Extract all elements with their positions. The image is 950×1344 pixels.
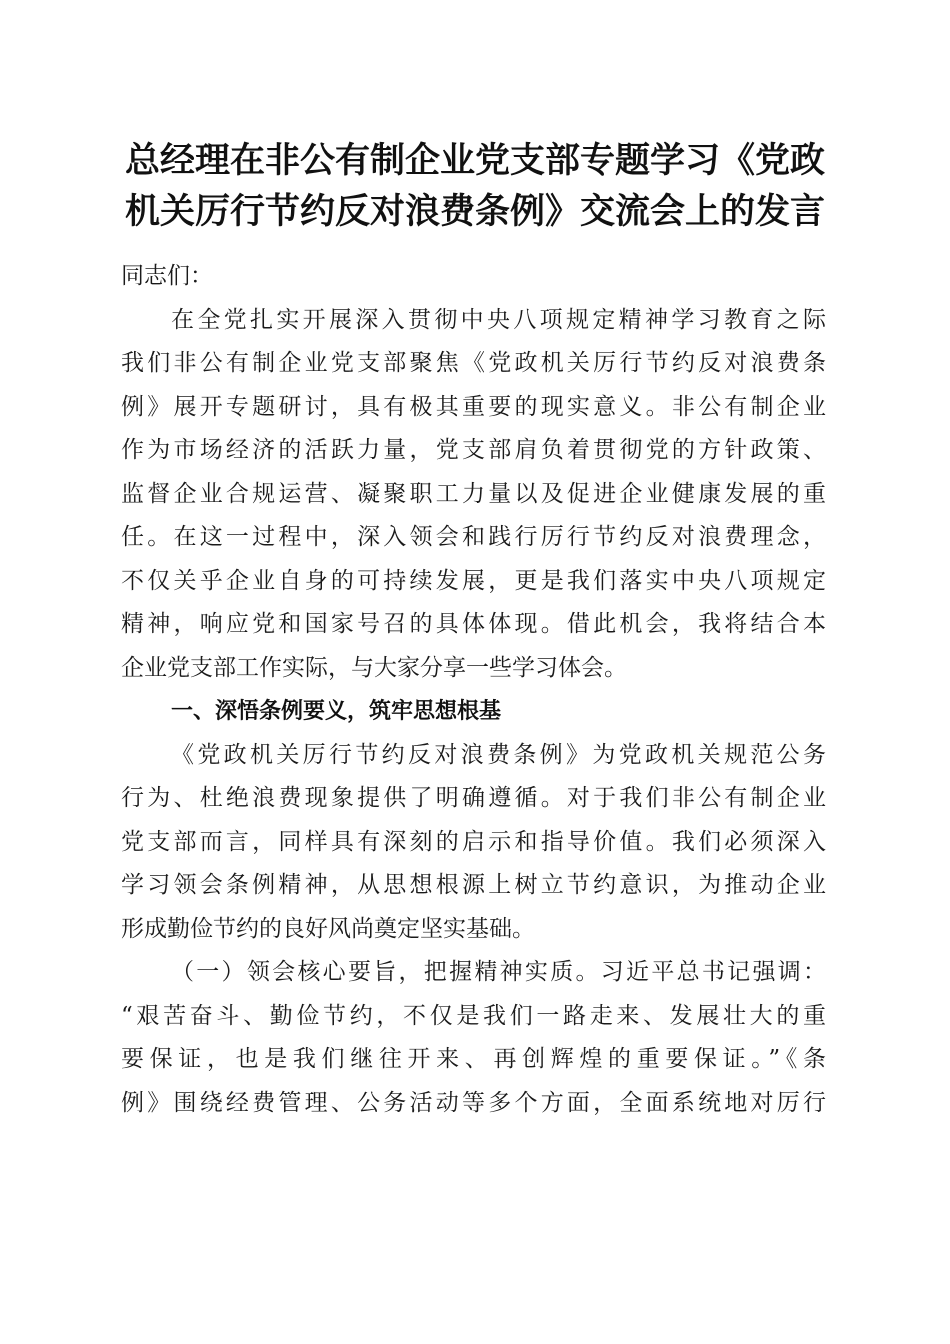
paragraph-line: 在全党扎实开展深入贯彻中央八项规定精神学习教育之际: [171, 306, 826, 333]
paragraph-line: 《党政机关厉行节约反对浪费条例》为党政机关规范公务: [171, 741, 826, 768]
paragraph-line: 任。在这一过程中，深入领会和践行厉行节约反对浪费理念，: [121, 524, 826, 550]
paragraph-line: 作为市场经济的活跃力量，党支部肩负着贯彻党的方针政策、: [121, 437, 826, 463]
paragraph-line: 行为、杜绝浪费现象提供了明确遵循。对于我们非公有制企业: [121, 785, 826, 811]
salutation: 同志们：: [121, 263, 213, 289]
paragraph-line: 监督企业合规运营、凝聚职工力量以及促进企业健康发展的重: [121, 480, 826, 507]
paragraph-line: 例》展开专题研讨，具有极其重要的现实意义。非公有制企业: [121, 393, 826, 420]
paragraph-line: 精神，响应党和国家号召的具体体现。借此机会，我将结合本: [121, 611, 826, 637]
section-heading: 一、深悟条例要义，筑牢思想根基: [171, 699, 502, 724]
title-line-2: 机关厉行节约反对浪费条例》交流会上的发言: [124, 191, 825, 232]
paragraph-line: （一）领会核心要旨，把握精神实质。习近平总书记强调：: [171, 959, 826, 985]
paragraph-line: 学习领会条例精神，从思想根源上树立节约意识，为推动企业: [121, 872, 826, 898]
paragraph-line: 例》围绕经费管理、公务活动等多个方面，全面系统地对厉行: [121, 1089, 826, 1116]
paragraph-line: 形成勤俭节约的良好风尚奠定坚实基础。: [121, 915, 535, 942]
paragraph-line: 不仅关乎企业自身的可持续发展，更是我们落实中央八项规定: [121, 567, 826, 594]
paragraph-line: “艰苦奋斗、勤俭节约，不仅是我们一路走来、发展壮大的重: [121, 1002, 826, 1029]
subsection1-paragraph: [121, 951, 826, 1125]
paragraph-line: 企业党支部工作实际，与大家分享一些学习体会。: [121, 654, 627, 681]
section1-paragraph: [121, 734, 826, 952]
paragraph-line: 党支部而言，同样具有深刻的启示和指导价值。我们必须深入: [121, 828, 826, 855]
document-title: [110, 135, 840, 237]
intro-paragraph: [121, 299, 826, 691]
title-line-1: 总经理在非公有制企业党支部专题学习《党政: [124, 140, 825, 181]
document-body: [121, 255, 826, 1125]
paragraph-line: 我们非公有制企业党支部聚焦《党政机关厉行节约反对浪费条: [121, 350, 826, 376]
paragraph-line: 要保证，也是我们继往开来、再创辉煌的重要保证。”《条: [121, 1046, 826, 1072]
